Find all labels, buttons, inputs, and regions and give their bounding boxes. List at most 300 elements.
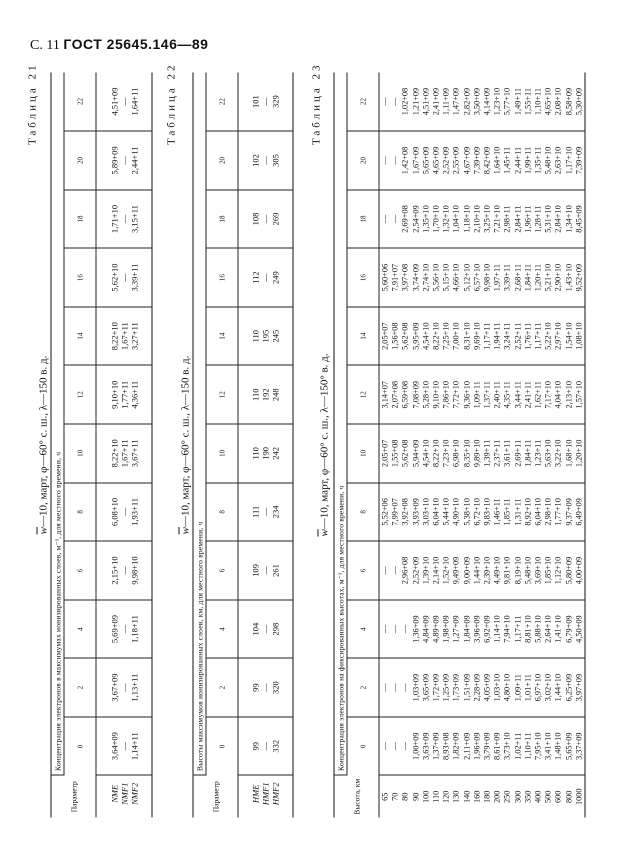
cell-value: — <box>390 682 400 692</box>
table-21-title <box>37 72 49 817</box>
cell-value: 1,55+08 <box>390 439 400 467</box>
hours-row <box>347 72 379 817</box>
cell-value: 5,48+10 <box>522 556 532 584</box>
cell-value: 1,44+10 <box>471 556 481 584</box>
cell-value: 1,02+08 <box>400 87 410 115</box>
cell-value: 5,77+10 <box>502 87 512 115</box>
table-22-title <box>179 72 191 817</box>
cell-value: 2,05+07 <box>380 321 389 350</box>
hour-header: 12 <box>347 365 379 424</box>
cell-value: 1,43+10 <box>563 263 573 291</box>
cell-value: 2,54+09 <box>410 204 420 233</box>
cell-value: 1,02+11 <box>512 732 522 760</box>
table-23-title <box>318 72 330 817</box>
cell-value: 5,69+09 <box>108 614 119 643</box>
cell-value: 3,37+09 <box>573 731 583 760</box>
cell-value: 1,17+11 <box>533 322 543 350</box>
cell-value: 102 <box>250 153 260 167</box>
cell-value: — <box>260 507 270 516</box>
data-row <box>379 72 585 817</box>
cell-value: 6,98+10 <box>451 439 461 467</box>
cell-value: 1,21+09 <box>410 87 420 115</box>
hour-header: 18 <box>347 189 379 248</box>
height-value: 300 <box>512 790 522 803</box>
cell-value: — <box>390 155 400 165</box>
cell-value: 7,23+10 <box>441 439 451 467</box>
table-23 <box>333 72 585 817</box>
cell-value: 5,89+09 <box>108 145 119 175</box>
header-row <box>51 72 64 817</box>
cell-value: 5,95+09 <box>410 321 420 350</box>
cell-value: 1,34+10 <box>563 204 573 233</box>
cell-value: 1,08+10 <box>573 321 583 350</box>
cell-value: 111 <box>250 505 260 518</box>
table-column <box>379 716 585 775</box>
cell-value: 3,41+10 <box>543 731 553 760</box>
cell-value: 1,47+09 <box>451 87 461 115</box>
cell-value: 3,92+08 <box>400 497 410 526</box>
cell-value: 3,25+10 <box>482 204 492 233</box>
cell-value: 4,51+09 <box>108 86 119 116</box>
cell-value: 1,99+11 <box>522 146 532 174</box>
cell-value: 1,85+11 <box>502 497 512 525</box>
table-cell <box>96 482 152 541</box>
hour-header: 18 <box>64 189 96 248</box>
table-cell <box>238 658 293 717</box>
table-cell <box>96 131 152 190</box>
cell-value: 320 <box>270 680 280 694</box>
table-cell <box>238 131 293 190</box>
document-code: ГОСТ 25645.146—89 <box>63 36 209 52</box>
param-name: HMF2 <box>270 781 280 805</box>
table-21 <box>50 72 152 817</box>
header-row <box>193 72 206 817</box>
cell-value: 2,98+10 <box>543 497 553 526</box>
cell-value: 1,57+10 <box>573 380 583 408</box>
cell-value: 5,62+10 <box>108 263 119 292</box>
cell-value: 1,03+09 <box>410 673 420 701</box>
cell-value: 1,49+11 <box>512 87 522 115</box>
cell-value: 5,22+10 <box>543 321 553 350</box>
param-names <box>238 775 293 817</box>
cell-value: 2,10+10 <box>471 204 481 233</box>
cell-value: 1,41+10 <box>553 614 563 643</box>
cell-value: 1,82+09 <box>451 731 461 760</box>
cell-value: 1,00+09 <box>410 731 420 760</box>
cell-value: 2,64+10 <box>543 614 553 643</box>
cell-value: 4,67+09 <box>461 146 471 174</box>
cell-value: 6,59+08 <box>400 380 410 408</box>
cell-value: — <box>400 624 410 633</box>
cell-value: 5,88+10 <box>533 614 543 643</box>
cell-value: 1,94+11 <box>492 322 502 350</box>
table-cell <box>238 365 293 424</box>
cell-value: 1,84+11 <box>522 439 532 467</box>
cell-value: 1,10+11 <box>522 732 532 760</box>
title-symbol: $\overline{w}$ <box>37 526 49 534</box>
cell-value: 1,31+11 <box>512 497 522 525</box>
cell-value: 8,58+09 <box>563 87 573 115</box>
cell-value: 1,04+10 <box>451 204 461 233</box>
cell-value: 2,07+08 <box>390 380 400 408</box>
cell-value: 1,48+10 <box>553 731 563 760</box>
cell-value: — <box>260 155 270 165</box>
cell-value: 192 <box>260 387 270 401</box>
cell-value: 5,94+09 <box>410 439 420 467</box>
height-value: 800 <box>563 790 573 803</box>
hour-header: 8 <box>347 482 379 541</box>
cell-value: 2,11+09 <box>461 732 471 760</box>
cell-value: 1,10+11 <box>533 87 543 115</box>
cell-value: 2,14+10 <box>431 556 441 584</box>
cell-value: 1,71+10 <box>108 204 119 233</box>
cell-value: 8,22+10 <box>431 439 441 467</box>
cell-value: 7,39+09 <box>471 146 481 174</box>
cell-value: 110 <box>250 446 260 460</box>
cell-value: 2,84+10 <box>553 204 563 233</box>
cell-value: 99 <box>250 682 260 692</box>
cell-value: 4,54+10 <box>420 439 430 467</box>
table-column <box>379 131 585 190</box>
cell-value: 4,84+09 <box>420 614 430 643</box>
cell-value: 234 <box>270 505 280 518</box>
cell-value: 5,48+10 <box>543 146 553 174</box>
cell-value: 2,82+09 <box>461 87 471 115</box>
cell-value: 1,42+08 <box>400 146 410 174</box>
cell-value: 3,24+11 <box>502 322 512 350</box>
cell-value: 8,31+10 <box>461 321 471 350</box>
cell-value: — <box>118 682 129 692</box>
hour-header: 4 <box>347 599 379 658</box>
cell-value: 8,22+10 <box>108 321 119 350</box>
cell-value: 4,04+10 <box>553 380 563 408</box>
cell-value: 5,62+08 <box>400 439 410 467</box>
cell-value: 6,72+10 <box>471 497 481 526</box>
cell-value: 2,44+11 <box>128 146 139 174</box>
cell-value: 5,60+06 <box>380 263 389 291</box>
height-value: 250 <box>502 790 512 803</box>
cell-value: 1,32+10 <box>441 204 451 233</box>
title-text: —10, март, φ—60° с. ш., λ—150 в. д. <box>37 355 49 527</box>
cell-value: 2,39+10 <box>482 556 492 584</box>
cell-value: — <box>380 155 389 165</box>
cell-value: 5,44+10 <box>441 497 451 526</box>
cell-value: 1,20+10 <box>573 439 583 467</box>
title-text: —10, март, φ—60° с. ш., λ—150° в. д. <box>318 352 330 529</box>
cell-value: 4,65+09 <box>431 146 441 174</box>
cell-value: 1,51+09 <box>461 673 471 701</box>
height-value: 110 <box>431 790 441 803</box>
cell-value: — <box>260 682 270 692</box>
cell-value: 9,00+09 <box>461 556 471 584</box>
cell-value: 7,21+10 <box>492 204 502 233</box>
cell-value: 5,12+10 <box>461 263 471 291</box>
cell-value: 1,54+10 <box>563 321 573 350</box>
cell-value: 5,21+10 <box>543 263 553 291</box>
cell-value: 1,55+11 <box>522 87 532 115</box>
cell-value: 3,67+11 <box>128 438 139 467</box>
cell-value: 1,09+11 <box>512 673 522 701</box>
table-23-label: Таблица 23 <box>310 62 322 145</box>
cell-value: 8,19+10 <box>512 556 522 584</box>
cell-value: 5,38+10 <box>461 497 471 526</box>
height-value: 350 <box>522 790 532 803</box>
cell-value: 2,96+08 <box>400 556 410 584</box>
table-cell <box>238 541 293 600</box>
cell-value: 3,22+10 <box>553 439 563 467</box>
cell-value: 8,61+09 <box>492 731 502 760</box>
param-name: NMF2 <box>128 782 139 805</box>
cell-value: 1,20+11 <box>533 263 543 291</box>
table-cell <box>96 658 152 717</box>
cell-value: 110 <box>250 329 260 342</box>
cell-value: 2,52+09 <box>410 556 420 584</box>
hour-header: 2 <box>206 658 238 717</box>
cell-value: 9,52+09 <box>573 263 583 291</box>
cell-value: — <box>380 96 389 106</box>
height-value: 130 <box>451 790 461 803</box>
cell-value: 3,69+10 <box>533 556 543 584</box>
cell-value: 8,22+10 <box>431 321 441 350</box>
cell-value: 1,03+10 <box>492 673 502 701</box>
param-name: NME <box>108 784 119 803</box>
cell-value: 1,67+11 <box>118 438 129 467</box>
cell-value: 1,37+11 <box>482 380 492 408</box>
param-names <box>96 775 152 817</box>
cell-value: — <box>260 624 270 633</box>
cell-value: 5,15+10 <box>441 263 451 291</box>
cell-value: 6,97+10 <box>533 673 543 701</box>
cell-value: 1,84+09 <box>461 614 471 643</box>
hour-header: 14 <box>64 306 96 365</box>
cell-value: — <box>380 624 389 633</box>
cell-value: 1,67+11 <box>118 321 129 350</box>
cell-value: 2,63+10 <box>553 146 563 174</box>
cell-value: 1,12+10 <box>553 556 563 584</box>
table-column <box>379 306 585 365</box>
cell-value: 1,36+09 <box>410 614 420 643</box>
cell-value: 2,69+08 <box>400 204 410 233</box>
cell-value: 4,35+11 <box>502 380 512 408</box>
cell-value: 1,35+10 <box>420 204 430 233</box>
table-cell <box>96 365 152 424</box>
cell-value: 9,37+09 <box>563 497 573 526</box>
cell-value: — <box>118 507 129 516</box>
cell-value: 110 <box>250 388 260 401</box>
cell-value: 4,80+10 <box>502 673 512 701</box>
cell-value: 7,00+10 <box>451 321 461 350</box>
cell-value: 1,17+11 <box>482 322 492 350</box>
cell-value: — <box>118 96 129 106</box>
cell-value: 7,08+09 <box>410 380 420 408</box>
cell-value: 7,72+10 <box>451 380 461 408</box>
cell-value: 3,96+09 <box>471 614 481 643</box>
cell-value: 5,56+10 <box>431 263 441 291</box>
hour-header: 22 <box>347 72 379 131</box>
cell-value: 332 <box>270 739 280 753</box>
cell-value: 5,63+10 <box>543 439 553 467</box>
param-name: HME <box>250 784 260 803</box>
cell-value: 2,84+11 <box>512 204 522 233</box>
cell-value: 3,65+09 <box>420 673 430 701</box>
cell-value: — <box>260 741 270 750</box>
hour-header: 2 <box>64 658 96 717</box>
cell-value: 1,64+11 <box>128 87 139 115</box>
table-cell <box>96 424 152 483</box>
hour-header: 20 <box>64 131 96 190</box>
cell-value: 3,67+09 <box>108 673 119 702</box>
cell-value: 329 <box>270 94 280 108</box>
cell-value: 109 <box>250 563 260 577</box>
cell-value: — <box>390 741 400 750</box>
cell-value: 245 <box>270 329 280 343</box>
hour-header: 4 <box>206 599 238 658</box>
table-column <box>379 424 585 483</box>
cell-value: 5,52+06 <box>380 497 389 526</box>
table-cell <box>96 248 152 307</box>
table-column <box>379 248 585 307</box>
hour-header: 16 <box>347 248 379 307</box>
table-cell <box>96 599 152 658</box>
cell-value: 9,36+10 <box>461 380 471 408</box>
height-value: 180 <box>482 790 492 803</box>
hour-header: 2 <box>347 658 379 717</box>
subheader: Концентрация электронов на фиксированных высотах, м⁻³, для местного времени, ч <box>334 72 347 775</box>
cell-value: 8,92+10 <box>522 497 532 526</box>
cell-value: 6,04+10 <box>533 497 543 526</box>
cell-value: 3,93+09 <box>410 497 420 526</box>
hour-header: 14 <box>206 306 238 365</box>
cell-value: 7,95+10 <box>533 731 543 760</box>
cell-value: — <box>118 155 129 165</box>
table-cell <box>238 72 293 131</box>
table-cell <box>96 541 152 600</box>
cell-value: 8,22+10 <box>108 438 119 467</box>
cell-value: 8,42+09 <box>482 146 492 174</box>
subheader: Высоты максимумов ионизированных слоев, км, для местного времени, ч <box>193 72 206 775</box>
cell-value: 7,39+09 <box>573 146 583 174</box>
cell-value: 6,79+09 <box>563 614 573 643</box>
hour-header: 22 <box>64 72 96 131</box>
cell-value: 1,84+11 <box>522 263 532 291</box>
table-column <box>379 365 585 424</box>
cell-value: 3,39+11 <box>128 263 139 292</box>
hour-header: 10 <box>347 424 379 483</box>
cell-value: 269 <box>270 212 280 225</box>
cell-value: 1,09+11 <box>471 380 481 408</box>
cell-value: 2,90+10 <box>553 263 563 291</box>
height-value: 600 <box>553 790 563 803</box>
cell-value: 9,89+10 <box>471 439 481 467</box>
cell-value: 305 <box>270 153 280 167</box>
table-cell <box>96 306 152 365</box>
height-value: 65 <box>380 792 389 801</box>
cell-value: 1,23+11 <box>533 439 543 467</box>
cell-value: 9,69+10 <box>471 321 481 350</box>
cell-value: 261 <box>270 563 280 577</box>
cell-value: 1,77+10 <box>553 497 563 526</box>
table-cell <box>238 189 293 248</box>
cell-value: 6,49+09 <box>573 497 583 526</box>
cell-value: 108 <box>250 212 260 225</box>
cell-value: 3,64+09 <box>108 731 119 760</box>
cell-value: 5,65+09 <box>420 146 430 174</box>
cell-value: 2,69+11 <box>512 439 522 467</box>
cell-value: 4,36+11 <box>128 380 139 409</box>
cell-value: 2,41+11 <box>522 380 532 408</box>
cell-value: 1,96+09 <box>471 731 481 760</box>
hour-header: 4 <box>64 599 96 658</box>
hour-header: 18 <box>206 189 238 248</box>
table-column <box>379 541 585 600</box>
cell-value: 3,14+07 <box>380 380 389 408</box>
height-value: 200 <box>492 790 502 803</box>
hour-header: 12 <box>206 365 238 424</box>
cell-value: 4,49+10 <box>492 556 502 584</box>
cell-value: 8,93+08 <box>441 731 451 760</box>
cell-value: 7,91+07 <box>390 263 400 291</box>
cell-value: 5,80+09 <box>563 556 573 584</box>
cell-value: — <box>390 565 400 575</box>
hour-header: 22 <box>206 72 238 131</box>
cell-value: 3,27+11 <box>128 321 139 350</box>
cell-value: 1,77+11 <box>118 380 129 409</box>
cell-value: 104 <box>250 622 260 635</box>
hour-header: 6 <box>347 541 379 600</box>
table-cell <box>238 482 293 541</box>
cell-value: 3,73+10 <box>502 731 512 760</box>
cell-value: 1,17+10 <box>563 146 573 174</box>
header-row <box>334 72 347 817</box>
cell-value: 1,93+11 <box>128 497 139 526</box>
table-cell <box>238 599 293 658</box>
cell-value: 1,46+11 <box>492 497 502 525</box>
cell-value: 1,52+10 <box>441 556 451 584</box>
cell-value: 1,28+11 <box>533 204 543 233</box>
cell-value: 2,98+11 <box>502 204 512 233</box>
cell-value: 1,18+11 <box>128 614 139 643</box>
cell-value: 7,17+10 <box>543 380 553 408</box>
cell-value: 1,45+11 <box>502 146 512 174</box>
subheader: Концентрация электронов в максимумах ионизированных слоев, м⁻³, для местного времени, ч <box>51 72 64 775</box>
table-cell <box>238 248 293 307</box>
cell-value: 2,68+11 <box>512 263 522 291</box>
cell-value: 4,00+09 <box>573 556 583 584</box>
table-column <box>379 599 585 658</box>
cell-value: 2,52+11 <box>512 322 522 350</box>
cell-value: 1,27+09 <box>451 614 461 643</box>
cell-value: — <box>390 624 400 633</box>
table-column <box>379 72 585 131</box>
cell-value: 99 <box>250 741 260 750</box>
cell-value: 2,97+10 <box>553 321 563 350</box>
cell-value: 5,62+08 <box>400 321 410 350</box>
height-value: 160 <box>471 790 481 803</box>
height-value: 70 <box>390 792 400 801</box>
cell-value: 3,50+09 <box>471 87 481 115</box>
table-column <box>379 189 585 248</box>
cell-value: — <box>400 682 410 692</box>
cell-value: 1,97+11 <box>492 263 502 291</box>
cell-value: 2,05+07 <box>380 439 389 467</box>
cell-value: — <box>260 214 270 223</box>
cell-value: 8,81+10 <box>522 614 532 643</box>
cell-value: 1,39+11 <box>482 439 492 467</box>
hour-header: 8 <box>206 482 238 541</box>
cell-value: 3,15+11 <box>128 204 139 233</box>
cell-value: 2,52+09 <box>441 146 451 174</box>
height-value: 120 <box>441 790 451 803</box>
